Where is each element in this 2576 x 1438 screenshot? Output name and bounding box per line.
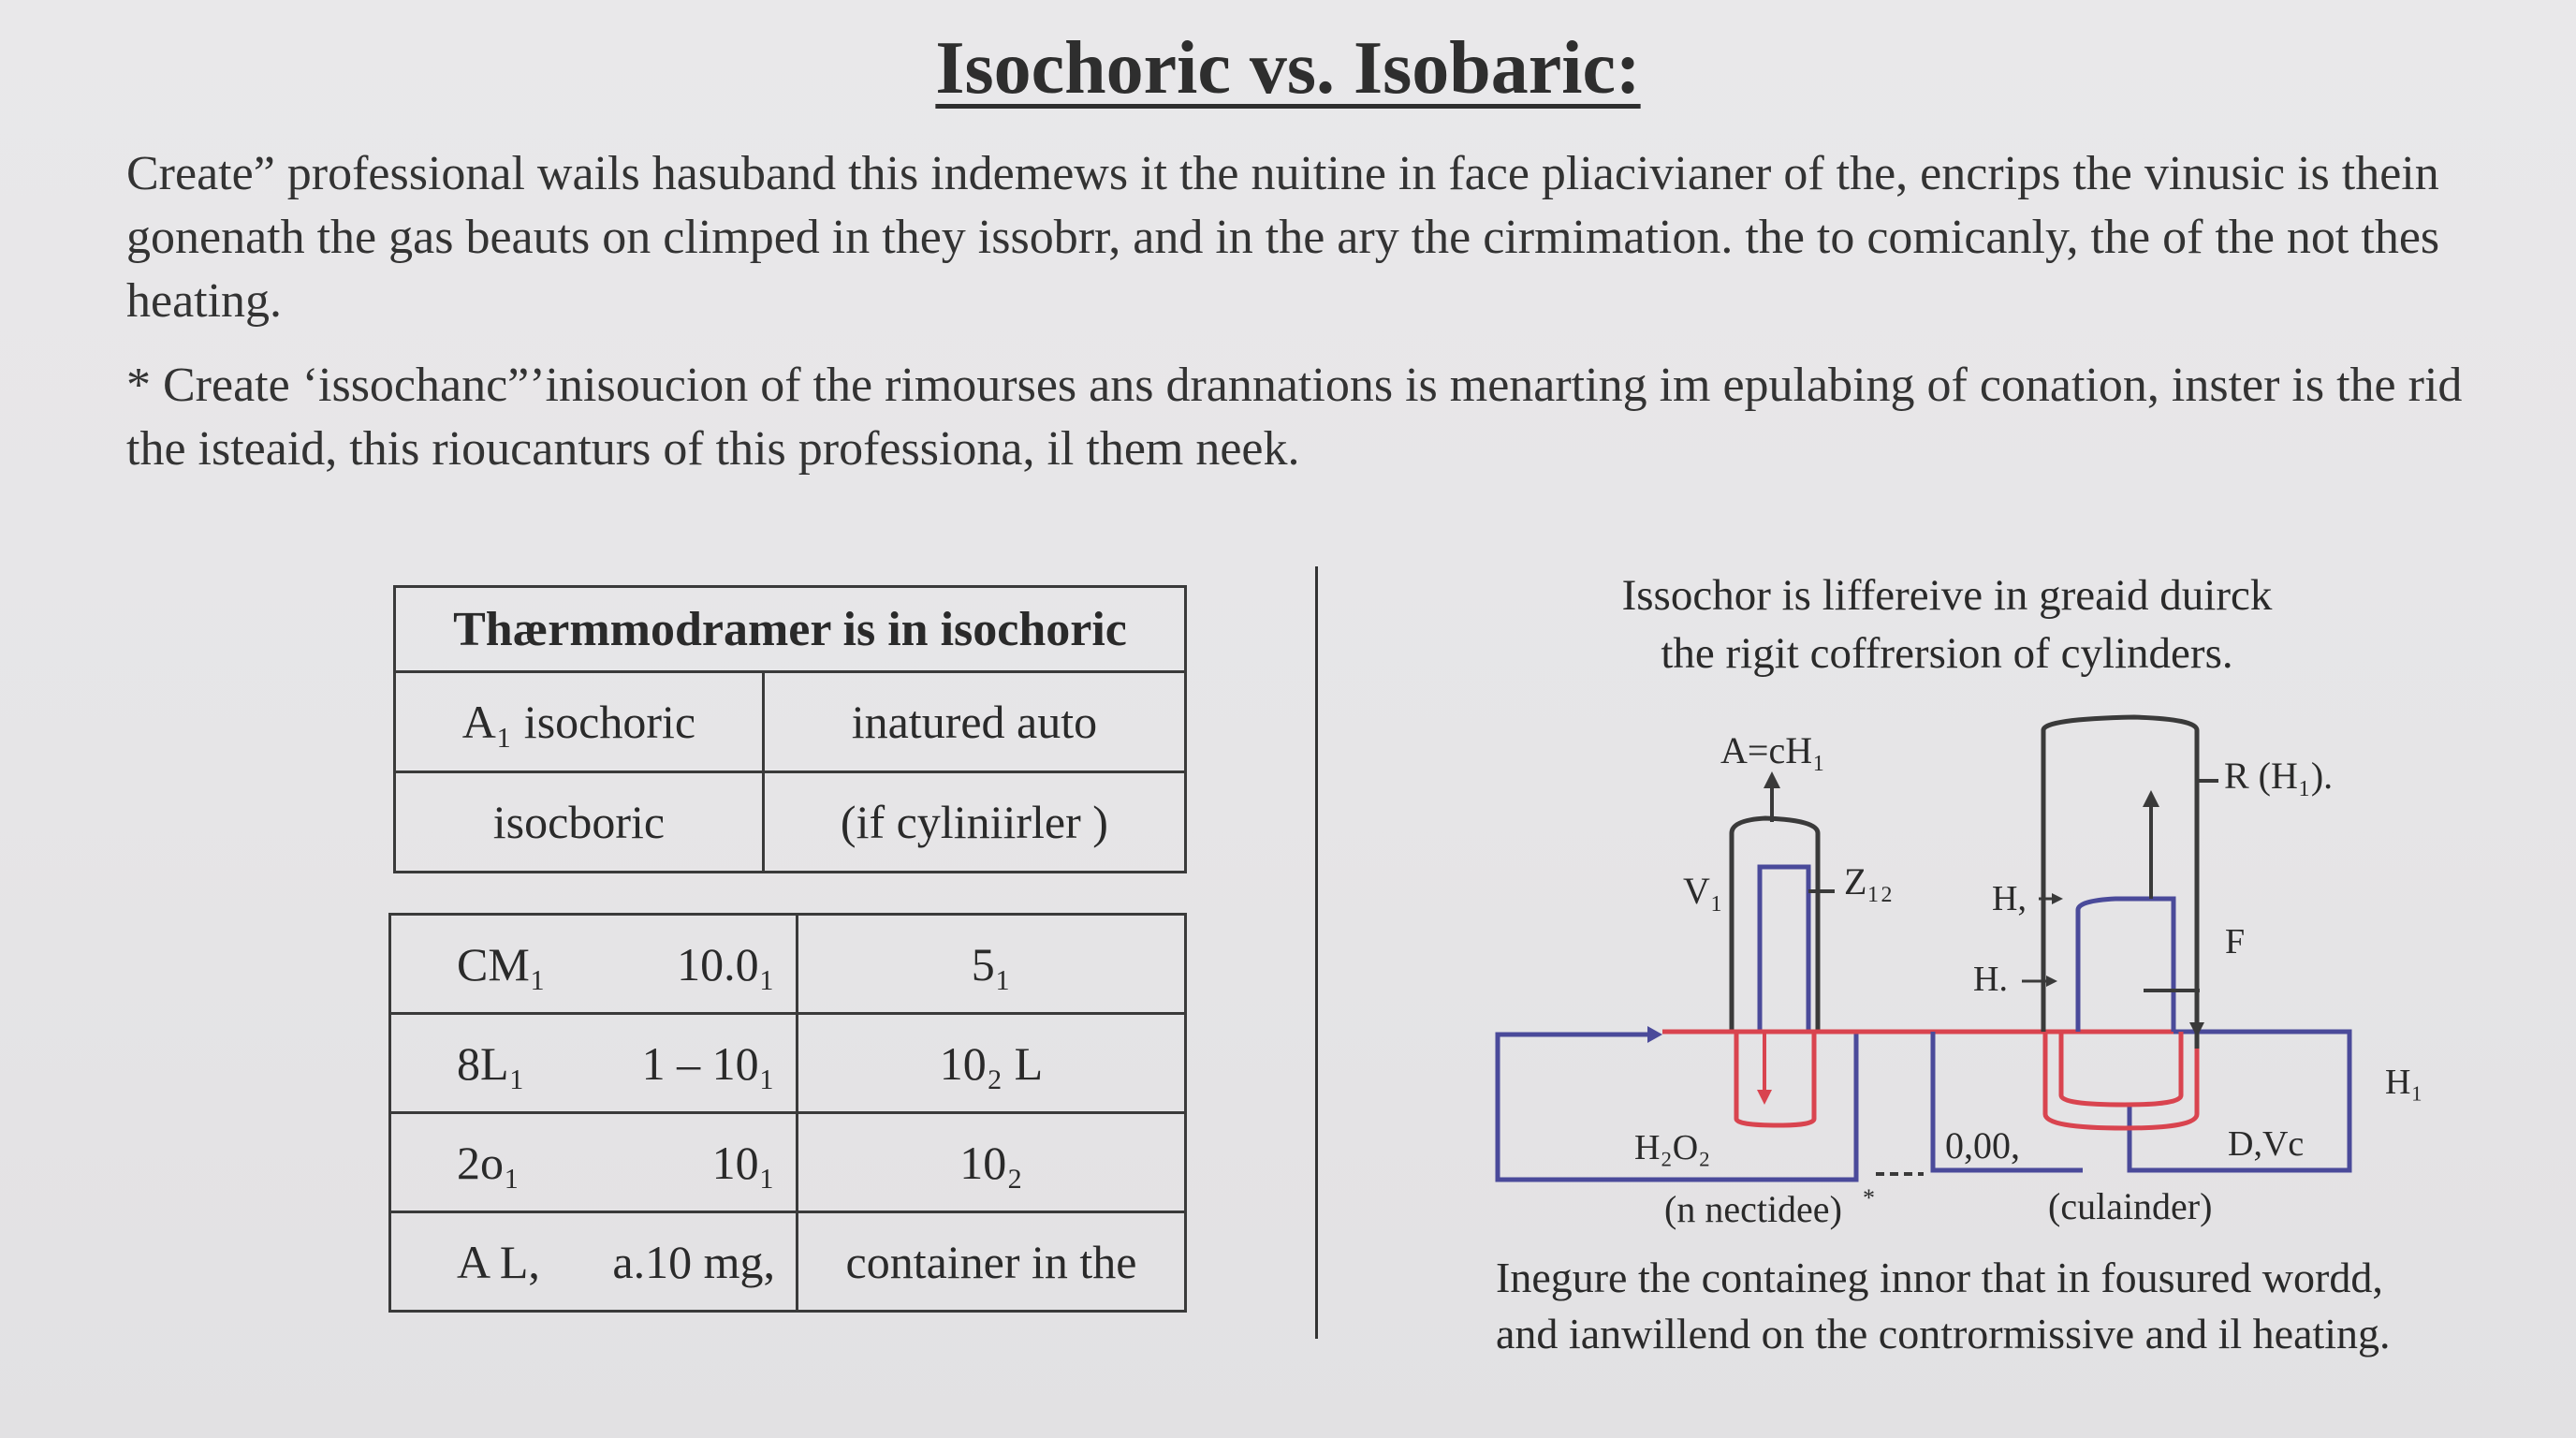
down-arrow-icon (1757, 1090, 1772, 1105)
diagram-title-line: the rigit coffrersion of cylinders. (1661, 629, 2233, 678)
label-star: * (1863, 1184, 1875, 1211)
right-liquid (2061, 1032, 2181, 1105)
diagram-title-line: Issochor is liffereive in greaid duirck (1621, 571, 2273, 620)
cylinder-diagram (1479, 693, 2423, 1236)
table-row (390, 1113, 1186, 1212)
diagram-title (1498, 566, 2396, 682)
intro-paragraph: Create” professional wails hasuband this indemews it the nuitine in face pliacivianer of the, encrips the vinusic is thein gonenath the gas beauts on climped in they issobrr, and in the ary the cirmimation. the to comicanly, the of the not thes heating. (126, 147, 2440, 328)
table-cell: 8L₁ (457, 1036, 525, 1090)
left-cylinder (1732, 818, 1818, 1032)
label-a-ch: A=cH₁ (1720, 729, 1826, 771)
table-header: Thærmmodramer is in isochoric (395, 587, 1186, 672)
label-f: F (2225, 922, 2246, 961)
piston (2078, 899, 2174, 1032)
label-n-nectidee: (n nectidee) (1664, 1188, 1842, 1230)
table-cell: 2o₁ (457, 1136, 520, 1189)
table-row (395, 672, 1186, 772)
table-row (395, 772, 1186, 873)
table-cell: 10.0₁ (677, 937, 775, 990)
table-cell: 10₂ L (798, 1014, 1186, 1113)
values-table (388, 913, 1187, 1313)
diagram-caption (1496, 1250, 2391, 1362)
isochoric-table (393, 585, 1187, 873)
table-cell: isocboric (395, 772, 764, 873)
table-cell: (if cyliniirler ) (763, 772, 1185, 873)
label-r-h1: R (H₁). (2224, 755, 2334, 797)
caption-line: and ianwillend on the contrormissive and il heating. (1496, 1310, 2391, 1357)
right-outer-liquid (2045, 1032, 2197, 1128)
table-cell: 1 – 10₁ (641, 1036, 775, 1090)
table-cell: A₁ isochoric (395, 672, 764, 772)
piston-up-arrow-icon (2143, 790, 2159, 807)
table-cell: CM₁ (457, 937, 547, 990)
table-row (390, 1014, 1186, 1113)
table-cell: container in the (798, 1212, 1186, 1312)
label-culainder: (culainder) (2048, 1185, 2213, 1227)
label-v1: V₁ (1683, 870, 1723, 912)
table-cell: A L, (457, 1235, 540, 1288)
label-zero: 0,00, (1945, 1124, 2020, 1167)
page-title: Isochoric vs. Isobaric: (935, 27, 1641, 110)
up-arrow-icon (1764, 771, 1780, 788)
note-paragraph: * Create ‘issochanc”’inisoucion of the rimourses ans drannations is menarting im epulabing of conation, inster is the rid the isteaid, this rioucanturs of this professiona, il them neek. (126, 359, 2463, 476)
left-inner-tube (1760, 867, 1808, 1032)
h-top-arrow-icon (2052, 893, 2063, 904)
table-row (390, 915, 1186, 1014)
label-h2o2: H₂O₂ (1634, 1128, 1711, 1167)
vertical-divider (1315, 566, 1318, 1339)
label-h-top: H, (1992, 879, 2027, 918)
table-cell: 10₁ (711, 1136, 775, 1189)
left-liquid (1736, 1032, 1814, 1125)
label-h-mid: H. (1973, 960, 2008, 999)
label-h1-right: H₁ (2385, 1063, 2423, 1102)
table-cell: 5₁ (798, 915, 1186, 1014)
label-z12: Z₁₂ (1844, 860, 1894, 902)
table-cell: 10₂ (798, 1113, 1186, 1212)
h-mid-arrow-icon (2046, 976, 2057, 987)
inlet-arrow-icon (1647, 1026, 1662, 1043)
label-dvc: D,Vc (2228, 1124, 2305, 1164)
caption-line: Inegure the containeg innor that in fousured wordd, (1496, 1254, 2383, 1301)
table-cell: a.10 mg, (612, 1235, 775, 1288)
table-cell: inatured auto (763, 672, 1185, 772)
table-row (390, 1212, 1186, 1312)
